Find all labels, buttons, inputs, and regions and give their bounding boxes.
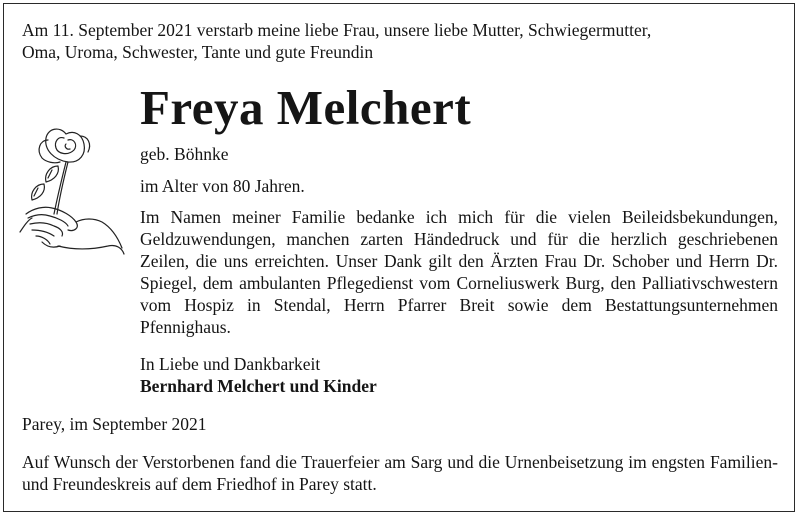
thanks-paragraph: Im Namen meiner Familie bedanke ich mich für die vielen Beileidsbekundungen, Geldzuwendungen, manchen zarten Händedruck und für die herzlich geschriebenen Zeilen, die uns erreichten. Unser Dank gilt den Ärzten Frau Dr. Schober und Herrn Dr. Spiegel, dem ambulanten Pflegedienst vom Corneliuswerk Burg, den Palliativschwestern vom Hospiz in Stendal, Herrn Pfarrer Breit sowie dem Bestattungsunternehmen Pfennighaus. — [140, 207, 778, 337]
place-date: Parey, im September 2021 — [22, 414, 207, 434]
born-name: geb. Böhnke — [140, 144, 229, 164]
closing-phrase: In Liebe und Dankbarkeit — [140, 354, 321, 374]
age: im Alter von 80 Jahren. — [140, 176, 305, 196]
rose-in-hand-icon — [18, 122, 130, 262]
funeral-note: Auf Wunsch der Verstorbenen fand die Trauerfeier am Sarg und die Urnenbeisetzung im engsten Familien- und Freundeskreis auf dem Friedhof in Parey statt. — [22, 452, 778, 494]
signature: Bernhard Melchert und Kinder — [140, 376, 377, 396]
intro-line-2: Oma, Uroma, Schwester, Tante und gute Freundin — [22, 42, 374, 62]
intro-line-1: Am 11. September 2021 verstarb meine liebe Frau, unsere liebe Mutter, Schwiegermutter, — [22, 20, 652, 40]
deceased-name: Freya Melchert — [140, 80, 472, 135]
